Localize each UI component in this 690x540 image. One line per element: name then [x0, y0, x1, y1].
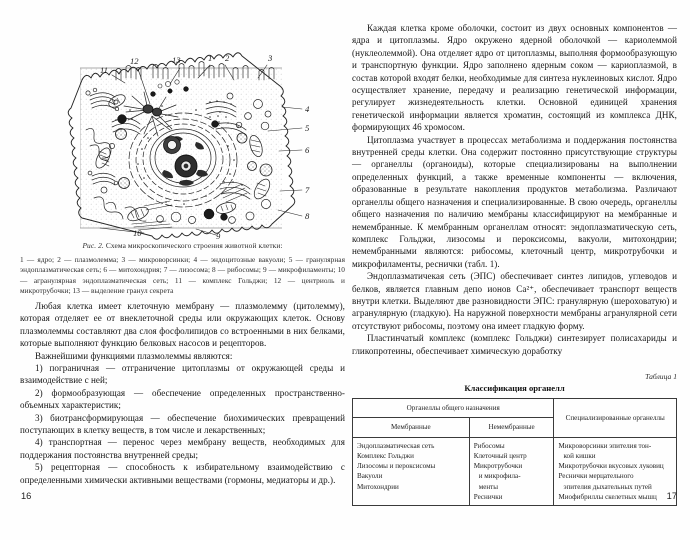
figure-caption-text: Схема микроскопического строения животной клетки:: [105, 241, 283, 250]
list-item: Вакуоли: [357, 472, 383, 481]
paragraph: 3) биотрансформирующая — обеспечение биохимических превращений поступающих в клетку веществ, в том числе и лекарственных;: [20, 412, 345, 436]
callout-9: 9: [216, 231, 221, 240]
table-title: Классификация органелл: [464, 383, 565, 393]
table-header-membrane: Мембранные: [353, 418, 470, 437]
figure-caption: [20, 241, 345, 250]
right-page-body: [352, 22, 677, 357]
list-item: эпителия дыхательных путей: [563, 482, 652, 491]
list-item: и микрофила-: [478, 472, 521, 481]
right-page: [352, 0, 677, 540]
list-item: Митохондрии: [357, 482, 399, 491]
paragraph: 4) транспортная — перенос через мембрану веществ, необходимых для поддержания постоянства внутренней среды;: [20, 437, 345, 460]
callout-11: 11: [100, 65, 108, 75]
list-item: Лизосомы и пероксисомы: [357, 462, 436, 471]
paragraph: Пластинчатый комплекс (комплекс Гольджи) синтезирует полисахариды и гликопротеины, обеспечивает химическую доработку: [352, 333, 677, 356]
callout-2: 2: [225, 53, 230, 63]
list-item: Эндоплазматическая сеть: [357, 441, 435, 450]
callout-8: 8: [305, 211, 310, 221]
paragraph: 5) рецепторная — способность к избирательному взаимодействию с определенными химически активными веществами (гормоны, медиаторы и др.).: [20, 462, 345, 485]
organelle-classification-table: [352, 398, 677, 506]
left-page: [20, 0, 345, 540]
list-item: Миофибриллы скелетных мышц: [558, 492, 657, 501]
callout-5: 5: [305, 123, 310, 133]
callout-10: 10: [133, 228, 142, 238]
list-item: кой кишки: [563, 451, 596, 460]
list-item: Рибосомы: [473, 441, 505, 450]
paragraph: 2) формообразующая — обеспечение определенных пространственно-объемных характеристик;: [20, 387, 345, 411]
paragraph: 1) пограничная — отграничение цитоплазмы от окружающей среды и взаимодействие с ней;: [20, 363, 345, 386]
callout-4: 4: [305, 104, 310, 114]
table-header-general-purpose: Органеллы общего назначения: [353, 399, 554, 418]
paragraph: Любая клетка имеет клеточную мембрану — плазмолемму (цитолемму), которая отделяет ее от внеклеточной среды или окружающих клеток. Основу плазмолеммы составляют два слоя фосфолипидов со встроенными в них белками, которые выполняют функцию белковых насосов и рецепторов.: [20, 301, 345, 349]
paragraph: Важнейшими функциями плазмолеммы являются:: [35, 350, 233, 361]
callout-12: 12: [130, 56, 139, 66]
list-item: Комплекс Гольджи: [357, 451, 414, 460]
list-item: менты: [478, 482, 499, 491]
figure-legend: 1 — ядро; 2 — плазмолемма; 3 — микроворсинки; 4 — эндоцитозные вакуоли; 5 — гранулярная эндоплазматическая сеть; 6 — митохондрия; 7 — лизосома; 8 — рибосомы; 9 — микрофиламенты; 10 — агранулярная эндоплазматическая сеть; 11 — комплекс Гольджи; 12 — центриоль и микротрубочки; 13 — выделение гранул секрета: [20, 255, 345, 296]
list-item: Микроворсинки эпителия тон-: [558, 441, 652, 450]
list-item: Микротрубочки вкусовых луковиц: [558, 462, 664, 471]
callout-3: 3: [268, 53, 273, 63]
list-item: Реснички: [473, 492, 503, 501]
paragraph: Эндоплазматичекая сеть (ЭПС) обеспечивает синтез липидов, углеводов и белков, является главным депо ионов Са²⁺, обеспечивает транспорт веществ внутри клетки. Выделяют две разновидности ЭПС: гранулярную (шероховатую) и агранулярную (гладкую). На наружной поверхности мембраны агранулярной сети отсутствуют рибосомы, поэтому она имеет гладкую форму.: [352, 271, 677, 331]
paragraph: Цитоплазма участвует в процессах метаболизма и поддержания постоянства внутренней среды клетки. Она содержит постоянно присутствующие структуры — органеллы (органоиды), которые специализированы на выполнении определенных функций, а также временные компоненты — включения, образованные в результате накопления продуктов метаболизма. Различают органеллы общего назначения и специализированные. В свою очередь, органеллы общего назначения по наличию мембраны классифицируют на мембранные и немембранные. К мембранным органеллам относят: эндоплазматическую сеть, комплекс Гольджи, лизосомы и пероксисомы, вакуоли, митохондрии; немембранными являются: рибосомы, клеточный центр, микротрубочки и микрофиламенты, реснички (табл. 1).: [352, 134, 677, 269]
table-header-specialized: Специализированные органеллы: [554, 399, 677, 438]
list-item: Микротрубочки: [473, 462, 523, 471]
cell-diagram: [20, 18, 345, 240]
callout-1: 1: [208, 53, 213, 63]
page-number-left: 16: [21, 491, 32, 501]
list-item: Клеточный центр: [473, 451, 527, 460]
paragraph: Каждая клетка кроме оболочки, состоит из двух основных компонентов — ядра и цитоплазмы. Ядро окружено ядерной оболочкой — кариолеммой (нуклеолеммой). Она отделяет ядро от цитоплазмы, выполняя формообразующую и транспортную функции. Ядро заполнено ядерным соком — кариоплазмой, в состав которой входят белки, необходимые для синтеза нуклеиновых кислот. Ядро осуществляет хранение, передачу и реализацию генетической информации, регулирует жизнедеятельность клетки. Основной единицей хранения генетической информации является хроматин, состоящий из комплекса ДНК, формирующих 46 хромосом.: [352, 23, 677, 133]
organelle-classification-table-block: [352, 372, 677, 506]
table-header-row-group: [353, 399, 677, 418]
page-number-right: 17: [666, 491, 677, 501]
left-page-body: [20, 300, 345, 486]
callout-7: 7: [305, 185, 310, 195]
callout-6: 6: [305, 145, 310, 155]
figure-caption-label: Рис. 2.: [82, 241, 104, 250]
animal-cell-illustration: [20, 18, 345, 240]
table-header-nonmembrane: Немембранные: [469, 418, 554, 437]
list-item: Реснички мерцательного: [558, 472, 634, 481]
table-number-label: Таблица 1: [645, 372, 677, 381]
figure-block: [20, 18, 345, 296]
callout-13: 13: [172, 55, 181, 65]
